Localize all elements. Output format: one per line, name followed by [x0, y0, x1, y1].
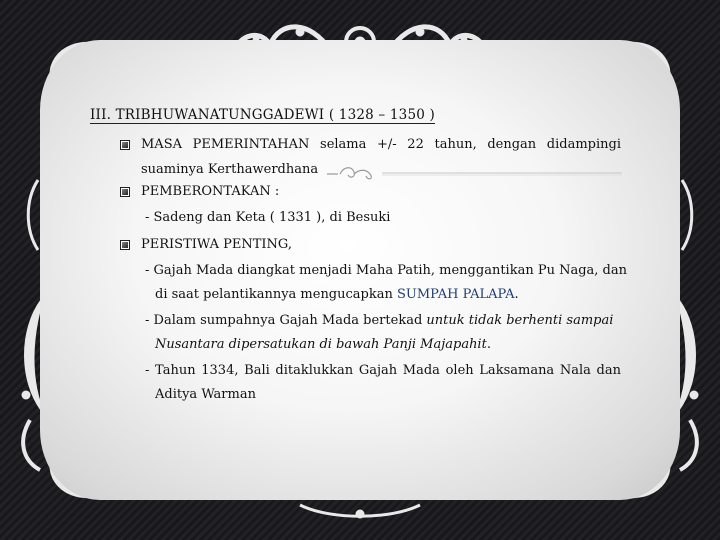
item-2-italic-continuation: Nusantara dipersatukan di bawah Panji Majapahit	[155, 337, 487, 352]
right-side-flourish-icon	[678, 180, 698, 470]
bullet-3-item-1-line-2	[155, 287, 519, 303]
bullet-3-item-3-line-2: Aditya Warman	[155, 387, 256, 402]
bullet-3-item-2-line-2	[155, 337, 491, 353]
bullet-1-line-1: MASA PEMERINTAHAN selama +/- 22 tahun, dengan didampingi	[141, 137, 621, 152]
bullet-2-heading: PEMBERONTAKAN :	[141, 184, 280, 199]
divider-ornament	[322, 163, 622, 185]
bottom-flourish-icon	[300, 505, 420, 518]
bullet-2-item-1: - Sadeng dan Keta ( 1331 ), di Besuki	[145, 210, 391, 225]
item-2-period: .	[486, 337, 491, 352]
item-2-italic-text: untuk tidak berhenti sampai	[426, 313, 614, 328]
bullet-3-icon	[120, 240, 130, 250]
item-1-text: di saat pelantikannya mengucapkan	[155, 287, 397, 302]
bullet-3-item-3-line-1: - Tahun 1334, Bali ditaklukkan Gajah Mada oleh Laksamana Nala dan	[145, 363, 621, 378]
bullet-1-line-2: suaminya Kerthawerdhana	[141, 162, 319, 177]
item-1-period: .	[514, 287, 519, 302]
bullet-3-item-1-line-1: - Gajah Mada diangkat menjadi Maha Patih, menggantikan Pu Naga, dan	[145, 263, 627, 278]
slide-title: III. TRIBHUWANATUNGGADEWI ( 1328 – 1350 )	[90, 107, 435, 123]
bullet-2-icon	[120, 187, 130, 197]
sumpah-palapa-highlight: SUMPAH PALAPA	[397, 287, 515, 302]
item-2-text: - Dalam sumpahnya Gajah Mada bertekad	[145, 313, 427, 328]
scroll-divider-icon	[327, 168, 371, 179]
left-side-flourish-icon	[22, 180, 42, 470]
bullet-3-item-2-line-1	[145, 313, 613, 329]
bullet-1-icon	[120, 140, 130, 150]
bullet-3-heading: PERISTIWA PENTING,	[141, 237, 292, 252]
